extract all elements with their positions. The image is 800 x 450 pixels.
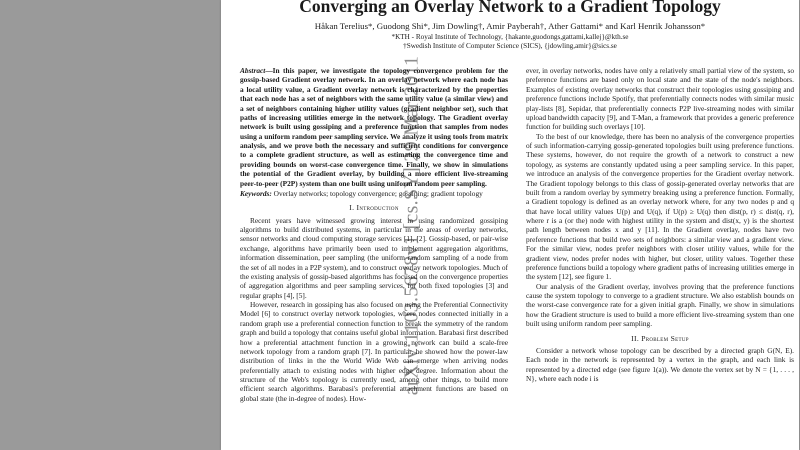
arxiv-stamp-text: arXiv:1103.5678v1 [cs.SY] 29 Mar 2011 — [400, 55, 423, 395]
intro-paragraph-4: To the best of our knowledge, there has been no analysis of the convergence properties of such information-carrying gossip-generated topologies built using preference functions. These systems, however, do not require the growth of a network to construct a new topology, as systems are constantly updated using a peer sampling service. In this paper, we introduce an analysis of the convergence properties for the Gradient overlay network. The Gradient topology belongs to this class of gossip-generated overlay networks that are built from a random overlay by symmetry breaking using a preference function. Formally, a Gradient topology is defined as an overlay network where, for any two nodes p and q that have local utility values U(p) and U(q), if U(p) ≥ U(q) then dist(p, r) ≤ dist(q, r), where r is a (or the) node with highest utility in the system and dist(x, y) is the shortest path length between nodes x and y [11]. In the Gradient overlay, nodes have two preference functions that build two sets of neighbors: a similar view and a gradient view. For the similar view, nodes prefer neighbors with closer utility values, while for the gradient view, nodes prefer nodes with higher, but closer, utility values. Together these preference functions build a topology where gradient paths of increasing utilities emerge in the system [12], see figure 1. — [526, 131, 794, 282]
intro-paragraph-5: Our analysis of the Gradient overlay, involves proving that the preference functions cause the system topology to converge to a gradient structure. We also establish bounds on the worst-case convergence rate for a given initial graph. Finally, we show in simulations how the Gradient structure is used to build a more efficient live-streaming system than one built using uniform random peer sampling. — [526, 281, 794, 329]
right-column — [526, 66, 794, 383]
setup-paragraph-1: Consider a network whose topology can be described by a directed graph G(N, E). Each node in the network is represented by a vertex in the graph, and each link is represented by a directed edge (see figure 1(a)). We denote the vertex set by N = {1, . . . , N}, where each node i is — [526, 345, 794, 383]
keywords-text: Overlay networks; topology convergence; gossiping; gradient topology — [271, 188, 483, 198]
affiliation-sics: †Swedish Institute of Computer Science (SICS), {jdowling,amir}@sics.se — [403, 42, 617, 50]
section-heading-introduction: I. Introduction — [349, 203, 399, 213]
abstract — [240, 66, 508, 188]
paper-title: Converging an Overlay Network to a Gradient Topology — [299, 0, 721, 16]
intro-paragraph-1: Recent years have witnessed growing interest in using randomized gossiping algorithms to build distributed systems, in particular in the areas of overlay networks, sensor networks and cloud computing storage services [1], [2]. Gossip-based, or pair-wise exchange, algorithms have primarily been used to implement aggregation algorithms, information dissemination, peer sampling (the uniform random sampling of a node from the set of all nodes in a P2P system), and to construct overlay network topologies. Much of the existing analysis of gossip-based algorithms has focused on the convergence properties of aggregation algorithms and peer sampling services, for both fixed topologies [3] and regular graphs [4], [5]. — [240, 215, 508, 300]
left-column — [240, 66, 508, 403]
abstract-lead: Abstract — [240, 66, 266, 75]
abstract-text: —In this paper, we investigate the topology convergence problem for the gossip-based Gradient overlay network. In an overlay network where each node has a local utility value, a Gradient overlay network is characterized by the properties that each node has a set of neighbors with the same utility value (a similar view) and a set of neighbors containing higher utility values (gradient neighbor set), such that paths of increasing utilities emerge in the network topology. The Gradient overlay network is built using gossiping and a preference function that samples from nodes using a uniform random peer sampling service. We analyze it using tools from matrix analysis, and we prove both the necessary and sufficient conditions for convergence to a complete gradient structure, as well as estimating the convergence time and providing bounds on worst-case convergence time. Finally, we show in simulations the potential of the Gradient overlay, by building a more efficient live-streaming peer-to-peer (P2P) system than one built using uniform random peer sampling. — [240, 66, 508, 188]
paper-page — [221, 0, 799, 450]
intro-paragraph-2: However, research in gossiping has also focused on using the Preferential Connectivity Model [6] to construct overlay network topologies, where nodes connected initially in a random graph use a preferential connection function to break the symmetry of the random graph and build a topology that contains useful global information. Barabasi first described how a preferential attachment function in a growing network can build a scale-free network topology from a random graph [7]. In particular, he showed how the power-law distribution of links in the the World Wide Web can emerge when arriving nodes preferentially attach to existing nodes with higher edge degree. Information about the structure of the Web's topology is currently used, among other things, to build more efficient search algorithms. Barabasi's preferential attachment functions are based on global state (the in-degree of nodes). How- — [240, 300, 508, 403]
keywords — [240, 189, 508, 198]
keywords-lead: Keywords: — [240, 188, 272, 198]
section-heading-problem-setup: II. Problem Setup — [631, 333, 689, 343]
intro-paragraph-3: ever, in overlay networks, nodes have only a relatively small partial view of the system, so preference functions are based only on local state and the state of the node's neighbors. Examples of existing overlay networks that construct their topologies using gossiping and preference functions include Spotify, that preferentially connects nodes with similar music play-lists [8], Sepidar, that preferentially connects P2P live-streaming nodes with similar upload bandwidth capacity [9], and T-Man, a framework that provides a generic preference function for building such overlays [10]. — [526, 66, 794, 132]
affiliation-kth: *KTH - Royal Institute of Technology, {hakante,guodongs,gattami,kallej}@kth.se — [391, 33, 629, 41]
author-list: Håkan Terelius*, Guodong Shi*, Jim Dowling†, Amir Payberah†, Ather Gattami* and Karl Henrik Johansson* — [314, 21, 706, 31]
